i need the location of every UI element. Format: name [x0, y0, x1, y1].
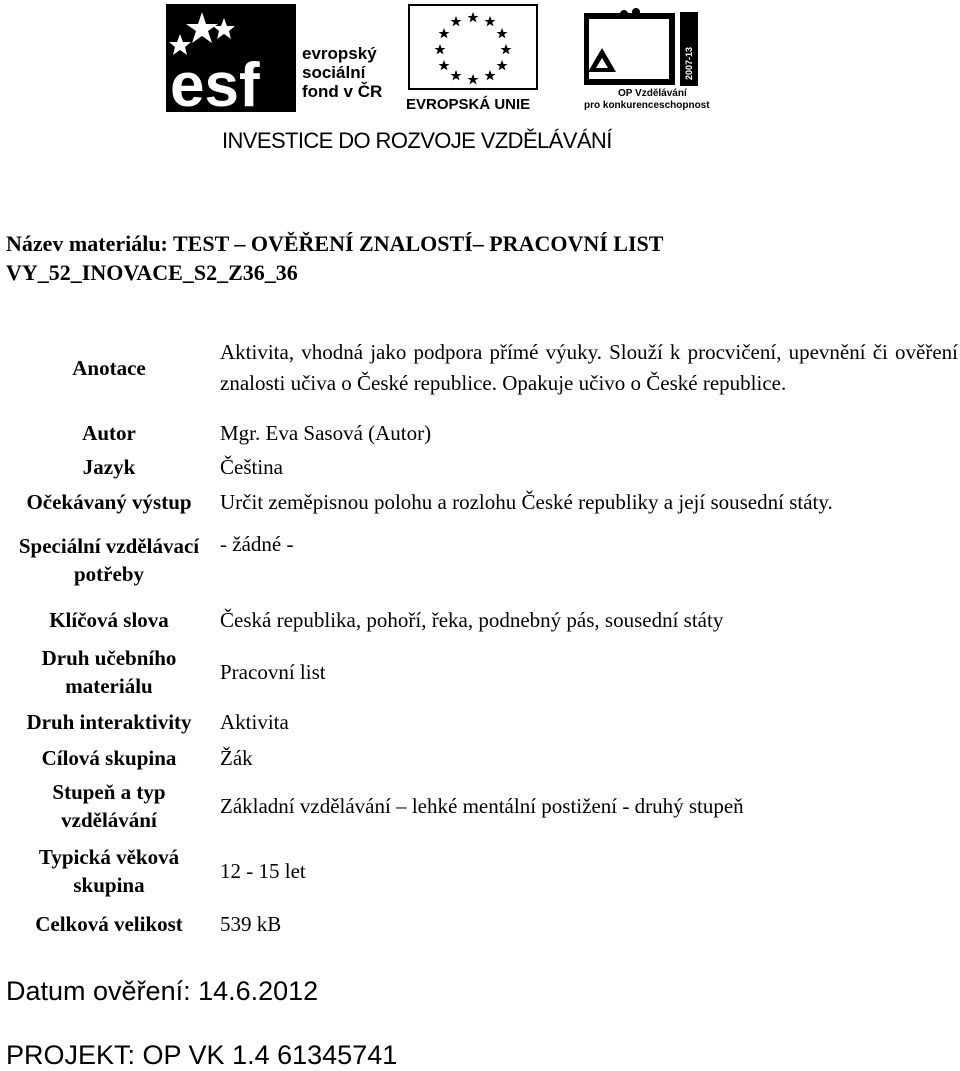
header-logos [166, 4, 710, 114]
meta-value: Aktivita [220, 709, 289, 734]
meta-label: Autor [82, 421, 136, 445]
metadata-table [6, 320, 958, 942]
op-side-label: 2007-13 [684, 46, 694, 80]
meta-row-stupen [6, 776, 958, 836]
meta-value: 539 kB [220, 911, 282, 936]
esf-line-1: evropský [302, 44, 377, 63]
meta-label: Anotace [72, 356, 146, 380]
meta-value: Žák [220, 745, 253, 770]
meta-value: Pracovní list [220, 659, 326, 684]
meta-row-interaktivita [6, 704, 958, 740]
meta-label: Druh učebního materiálu [41, 646, 177, 698]
meta-row-klicova-slova [6, 600, 958, 640]
esf-line-2: sociální [302, 63, 366, 82]
meta-value: Česká republika, pohoří, řeka, podnebný pás, sousední státy [220, 607, 724, 632]
meta-label: Očekávaný výstup [26, 490, 192, 514]
material-code: VY_52_INOVACE_S2_Z36_36 [6, 260, 298, 285]
meta-row-druh-materialu [6, 640, 958, 704]
meta-value: Základní vzdělávání – lehké mentální postižení - druhý stupeň [220, 793, 744, 818]
op-label-line-1: OP Vzdělávání [618, 88, 687, 99]
eu-logo [406, 4, 542, 116]
meta-label: Celková velikost [35, 912, 183, 936]
meta-label: Stupeň a typ vzdělávání [52, 780, 166, 832]
op-label [584, 88, 710, 112]
meta-row-vystup [6, 484, 958, 520]
eu-label: EVROPSKÁ UNIE [406, 96, 531, 113]
meta-row-anotace [6, 320, 958, 416]
meta-label: Klíčová slova [49, 608, 169, 632]
meta-label: Jazyk [82, 455, 136, 479]
meta-label: Speciální vzdělávací potřeby [18, 534, 200, 586]
meta-value: Určit zeměpisnou polohu a rozlohu České republiky a její sousední státy. [220, 489, 833, 514]
meta-value: Aktivita, vhodná jako podpora přímé výuky. Slouží k procvičení, upevnění či ověření znalosti učiva o České republice. Opakuje učivo o České republice. [220, 340, 958, 395]
material-title [6, 229, 663, 287]
esf-wordmark [302, 44, 382, 101]
meta-label: Druh interaktivity [26, 710, 192, 734]
esf-logo [166, 4, 296, 112]
op-logo [584, 4, 714, 116]
svg-text:esf: esf [170, 51, 260, 112]
meta-row-specialni [6, 520, 958, 600]
meta-value: Čeština [220, 454, 283, 479]
meta-label: Cílová skupina [41, 746, 177, 770]
op-label-line-2: pro konkurenceschopnost [584, 100, 710, 111]
meta-row-vekova-skupina [6, 836, 958, 906]
eu-flag-icon [408, 4, 538, 90]
op-vzdelavani-icon [584, 4, 704, 90]
project-code: PROJEKT: OP VK 1.4 61345741 [6, 1040, 398, 1070]
meta-value: 12 - 15 let [220, 858, 306, 883]
esf-line-3: fond v ČR [302, 82, 383, 101]
meta-row-velikost [6, 906, 958, 942]
material-title-line-1: Název materiálu: TEST – OVĚŘENÍ ZNALOSTÍ– PRACOVNÍ LIST [6, 231, 664, 256]
meta-value: Mgr. Eva Sasová (Autor) [220, 420, 432, 445]
meta-row-jazyk [6, 450, 958, 484]
investice-slogan: INVESTICE DO ROZVOJE VZDĚLÁVÁNÍ [222, 128, 612, 153]
meta-row-autor [6, 416, 958, 450]
meta-value: - žádné - [220, 532, 294, 556]
meta-row-cilova-skupina [6, 740, 958, 776]
meta-label: Typická věková skupina [38, 845, 180, 897]
verification-date: Datum ověření: 14.6.2012 [6, 976, 319, 1006]
